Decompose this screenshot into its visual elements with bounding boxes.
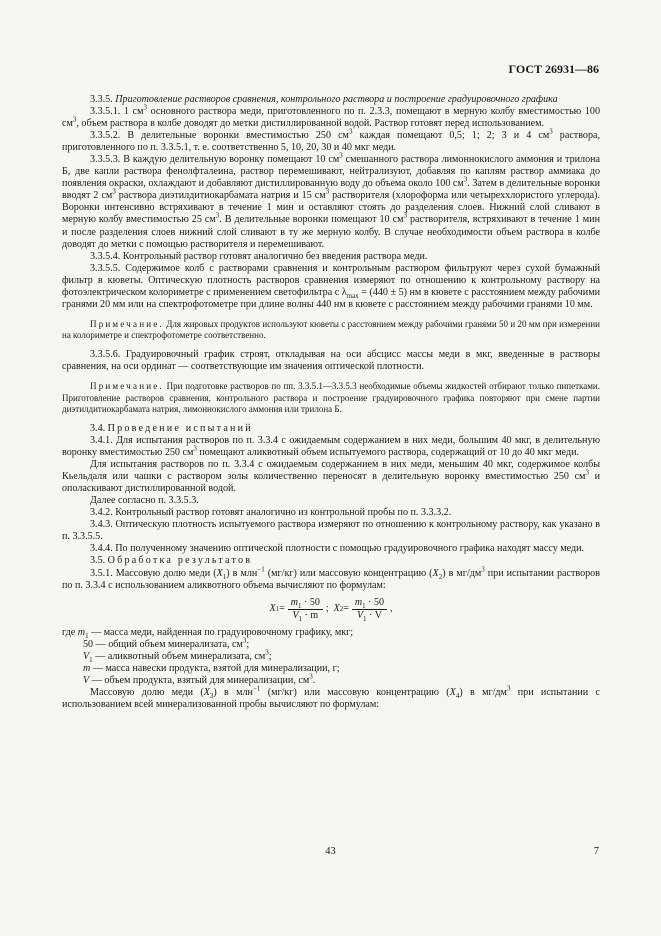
def-v: V — объем продукта, взятый для минерализации, $см^3$. <box>83 672 316 686</box>
paragraph-3-3-5-1: 3.3.5.1. 1 $см^3$ основного раствора меди, приготовленного по п. 2.3.3, помещают в мерную колбу вместимостью 100 $см^3$, объем раствора в колбе доводят до метки дистиллированной водой. Раствор готовят перед использованием. <box>62 103 600 130</box>
formula-x1-x2: X 1 = $\frac{m_1 \cdot 50}{V_1 \cdot m}$ ; X 2 = $\frac{m_1 \cdot 50}{V_1 \cdot V}$ , <box>269 596 393 623</box>
page-number-right: 7 <box>593 846 599 857</box>
note-2: Примечание. При подготовке растворов по пп. 3.3.5.1—3.3.5.3 необходимые объемы жидкостей отбирают только пипетками. Приготовление растворов сравнения, контрольного раствора и построение градуировочного графика повторяют при смене партии диэтилдитиокарбамата натрия, лимоннокислого аммония или трилона Б. <box>62 381 600 414</box>
section-3-3-5: 3.3.5. Приготовление растворов сравнения, контрольного раствора и построение градуировочного графика <box>90 94 558 105</box>
section-title: Приготовление растворов сравнения, контрольного раствора и построение градуировочного графика <box>115 94 558 105</box>
fraction-x1: $\frac{m_1 \cdot 50}{V_1 \cdot m}$ <box>288 597 323 622</box>
paragraph-3-4-2: 3.4.2. Контрольный раствор готовят аналогично из контрольной пробы по п. 3.3.3.2. <box>90 507 452 519</box>
def-50: 50 — общий объем минерализата, $см^3$; <box>83 636 250 650</box>
page-number-center: 43 <box>325 846 336 857</box>
paragraph-3-3-5-5: 3.3.5.5. Содержимое колб с растворами сравнения и контрольным раствором фильтруют через сухой бумажный фильтр в кюветы. Оптическую плотность растворов сравнения измеряют по отношению к контрольному раствору на фотоэлектрическом колориметре с применением светофильтра с $\lambda_{max} = (440 \pm 5)$ нм в кювете с расстоянием между рабочими гранями 20 мм или на спектрофотометре при длине волны 440 нм в кювете с расстоянием между рабочими гранями 10 мм. <box>62 262 600 310</box>
fraction-x2: $\frac{m_1 \cdot 50}{V_1 \cdot V}$ <box>352 597 387 622</box>
paragraph-3-3-5-4: 3.3.5.4. Контрольный раствор готовят аналогично без введения раствора меди. <box>90 250 428 262</box>
paragraph-x3-x4: Массовую долю меди $(X_3)$ в млн$^{-1}$ (мг/кг) или массовую концентрацию $(X_4)$ в $мг/дм^3$ при испытании с использованием всей минерализованной пробы вычисляют по формулам: <box>62 684 601 710</box>
definitions-list <box>62 627 600 687</box>
def-m1: где $m_1$ — масса меди, найденная по градуировочному графику, мкг; <box>62 626 354 640</box>
paragraph-3-4-1-c: Далее согласно п. 3.3.5.3. <box>90 495 199 507</box>
section-3-4: 3.4. Проведение испытаний <box>90 422 253 434</box>
paragraph-3-4-1-b: Для испытания растворов по п. 3.3.4 с ожидаемым содержанием в них меди, меньшим 40 мкг, содержимое колбы Кьельдаля или чашки с раствором золы количественно переносят в делительную воронку вместимостью 250 $см^3$ и ополаскивают дистиллированной водой. <box>62 459 600 495</box>
def-m: m — масса навески продукта, взятой для минерализации, г; <box>83 662 340 674</box>
section-3-5: 3.5. Обработка результатов <box>90 555 253 567</box>
paragraph-3-4-4: 3.4.4. По полученному значению оптической плотности с помощью градуировочного графика находят массу меди. <box>90 543 585 555</box>
paragraph-3-4-3: 3.4.3. Оптическую плотность испытуемого раствора измеряют по отношению к контрольному раствору, как указано в п. 3.3.5.5. <box>62 519 600 543</box>
paragraph-3-5-1: 3.5.1. Массовую долю меди $(X_1)$ в млн$^{-1}$ (мг/кг) или массовую концентрацию $(X_2)$ в $мг/дм^3$ при испытании растворов по п. 3.3.4 с использованием аликвотного объема вычисляют по формулам: <box>62 565 600 591</box>
paragraph-3-3-5-6: 3.3.5.6. Градуировочный график строят, откладывая на оси абсцисс массы меди в мкг, введенные в растворы сравнения, на оси ординат — соответствующие им значения оптической плотности. <box>62 349 600 373</box>
standard-code: ГОСТ 26931—86 <box>508 62 599 76</box>
paragraph-3-4-1: 3.4.1. Для испытания растворов по п. 3.3.4 с ожидаемым содержанием в них меди, большим 40 мкг, в делительную воронку вместимостью 250 $см^3$ помещают аликвотный объем испытуемого раствора, содержащий от 10 до 40 мкг меди. <box>62 435 600 459</box>
body-text <box>62 94 600 711</box>
paragraph-3-3-5-2: 3.3.5.2. В делительные воронки вместимостью 250 $см^3$ каждая помещают 0,5; 1; 2; 3 и 4 $см^3$ раствора, приготовленного по п. 3.3.5.1, т. е. соответственно 5, 10, 20, 30 и 40 мкг меди. <box>62 127 600 154</box>
paragraph-3-3-5-3: 3.3.5.3. В каждую делительную воронку помещают 10 $см^3$ смешанного раствора лимоннокислого аммония и трилона Б, две капли раствора фенолфталеина, раствор перемешивают, нейтрализуют, добавляя по каплям раствор аммиака до появления окраски, охлаждают и добавляют дистиллированную воду до объема около 100 $см^3$. Затем в делительные воронки вводят 2 $см^3$ раствора диэтилдитиокарбамата натрия и 15 $см^3$ растворителя (хлороформа или четыреххлористого углерода). Воронки интенсивно встряхивают в течение 1 мин и оставляют стоять до разделения слоев. Нижний слой сливают в мерную колбу вместимостью 25 $см^3$. В делительные воронки помещают 10 $см^3$ растворителя, встряхивают в течение 1 мин и после разделения слоев нижний слой сливают в ту же мерную колбу. В случае необходимости объем раствора в колбе доводят до метки с помощью растворителя и перемешивают. <box>62 151 601 250</box>
note-1: Примечание. Для жировых продуктов используют кюветы с расстоянием между рабочими гранями 50 и 20 мм при измерении на колориметре и спектрофотометре соответственно. <box>62 318 600 341</box>
def-v1: $V_1$ — аликвотный объем минерализата, $см^3$; <box>83 648 272 664</box>
